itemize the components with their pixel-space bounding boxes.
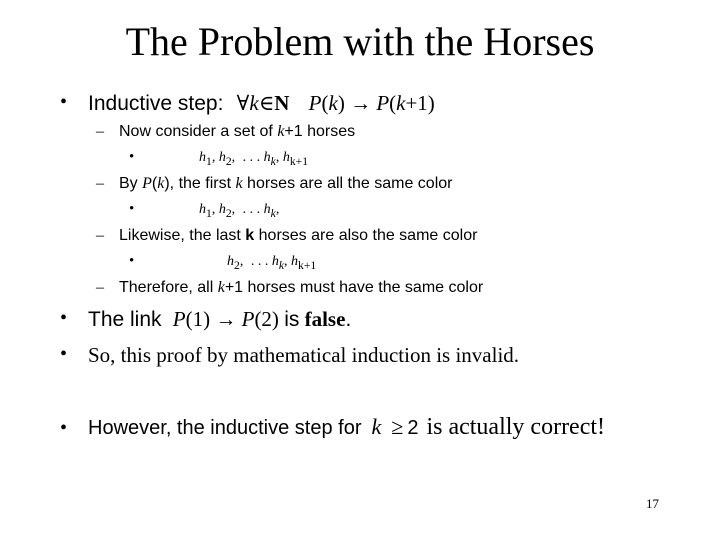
- bullet-dot: •: [60, 91, 68, 113]
- sub-bullet-therefore: Therefore, all k+1 horses must have the same color: [119, 279, 484, 296]
- slide-title: The Problem with the Horses: [125, 19, 595, 64]
- bullet-dot: •: [60, 307, 68, 329]
- bullet-inductive-step-correct: However, the inductive step for k ≥ 2 is actually correct!: [88, 414, 606, 440]
- sub-bullet-last-k-horses: Likewise, the last k horses are also the same color: [119, 227, 478, 244]
- bullet-link-false: The link P(1) → P(2) is false.: [88, 307, 352, 331]
- sub-sub-bullet-dot: •: [129, 253, 135, 269]
- predicate-k-plus-1: P(k+1): [376, 91, 435, 115]
- sub-sub-bullet-dot: •: [129, 149, 135, 165]
- dash-marker: –: [96, 175, 104, 192]
- horse-sequence-1: $h_1$, $h_2$, . . . $h_k$, $h_{k+1}$: [199, 150, 309, 168]
- element-of-symbol: ∈: [258, 91, 275, 115]
- bullet-proof-invalid: So, this proof by mathematical induction is invalid.: [88, 343, 520, 367]
- dash-marker: –: [96, 123, 104, 140]
- sub-bullet-consider-set: Now consider a set of k+1 horses: [119, 123, 356, 140]
- inductive-step-label: Inductive step:: [88, 92, 224, 115]
- sub-bullet-first-k-horses: By P(k), the first k horses are all the same color: [119, 175, 453, 192]
- dash-marker: –: [96, 279, 104, 296]
- k-variable: k: [249, 91, 259, 115]
- implies-arrow: →: [350, 91, 372, 115]
- dash-marker: –: [96, 227, 104, 244]
- natural-numbers-symbol: N: [274, 91, 290, 115]
- sub-sub-bullet-dot: •: [129, 201, 135, 217]
- horse-sequence-2: $h_1$, $h_2$, . . . $h_k$,: [199, 202, 280, 220]
- horse-sequence-3: $h_2$, . . . $h_k$, $h_{k+1}$: [227, 254, 317, 272]
- forall-symbol: ∀: [236, 91, 250, 115]
- bullet-dot: •: [60, 343, 68, 365]
- bullet-dot: •: [60, 417, 68, 439]
- page-number: 17: [646, 496, 659, 511]
- inductive-step-line: [88, 90, 435, 117]
- predicate-k: P(k): [308, 91, 345, 115]
